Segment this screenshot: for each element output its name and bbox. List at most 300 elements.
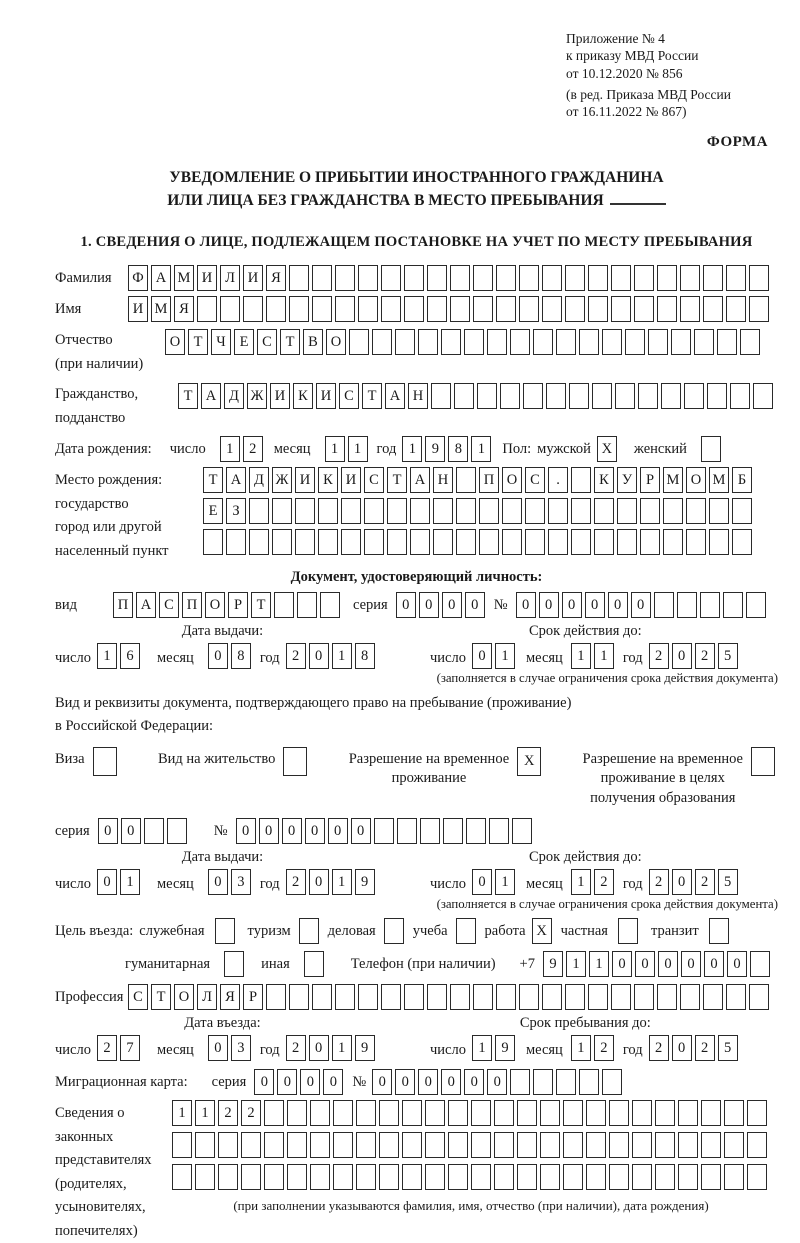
char-cell[interactable] xyxy=(477,383,497,409)
char-cell[interactable]: М xyxy=(709,467,729,493)
birthplace-cells-row3[interactable] xyxy=(203,529,755,555)
char-cell[interactable] xyxy=(701,436,721,462)
birth-month-cells[interactable] xyxy=(325,436,371,462)
char-cell[interactable]: 0 xyxy=(395,1069,415,1095)
char-cell[interactable]: М xyxy=(151,296,171,322)
char-cell[interactable]: 1 xyxy=(571,1035,591,1061)
char-cell[interactable] xyxy=(410,498,430,524)
char-cell[interactable]: 0 xyxy=(562,592,582,618)
char-cell[interactable] xyxy=(272,529,292,555)
char-cell[interactable] xyxy=(333,1100,353,1126)
char-cell[interactable]: О xyxy=(686,467,706,493)
char-cell[interactable] xyxy=(749,265,769,291)
char-cell[interactable]: Е xyxy=(234,329,254,355)
char-cell[interactable] xyxy=(611,265,631,291)
char-cell[interactable] xyxy=(195,1132,215,1158)
char-cell[interactable] xyxy=(724,1164,744,1190)
char-cell[interactable]: А xyxy=(226,467,246,493)
char-cell[interactable]: Я xyxy=(174,296,194,322)
residence-permit-checkbox[interactable] xyxy=(283,747,310,776)
char-cell[interactable]: И xyxy=(316,383,336,409)
char-cell[interactable] xyxy=(703,984,723,1010)
char-cell[interactable] xyxy=(724,1100,744,1126)
char-cell[interactable] xyxy=(563,1164,583,1190)
char-cell[interactable]: О xyxy=(326,329,346,355)
char-cell[interactable] xyxy=(709,498,729,524)
char-cell[interactable]: 0 xyxy=(472,869,492,895)
char-cell[interactable] xyxy=(602,1069,622,1095)
char-cell[interactable] xyxy=(655,1132,675,1158)
char-cell[interactable] xyxy=(249,498,269,524)
profession-cells[interactable] xyxy=(128,984,772,1010)
char-cell[interactable]: 0 xyxy=(585,592,605,618)
char-cell[interactable] xyxy=(571,498,591,524)
char-cell[interactable]: 2 xyxy=(695,643,715,669)
char-cell[interactable] xyxy=(611,984,631,1010)
char-cell[interactable]: 2 xyxy=(594,869,614,895)
char-cell[interactable] xyxy=(494,1132,514,1158)
char-cell[interactable] xyxy=(224,951,244,977)
char-cell[interactable] xyxy=(441,329,461,355)
char-cell[interactable] xyxy=(341,498,361,524)
char-cell[interactable]: 0 xyxy=(396,592,416,618)
char-cell[interactable] xyxy=(243,296,263,322)
char-cell[interactable] xyxy=(540,1100,560,1126)
char-cell[interactable] xyxy=(471,1100,491,1126)
char-cell[interactable]: Я xyxy=(220,984,240,1010)
char-cell[interactable]: Т xyxy=(280,329,300,355)
char-cell[interactable]: X xyxy=(532,918,552,944)
char-cell[interactable] xyxy=(456,498,476,524)
char-cell[interactable] xyxy=(197,296,217,322)
char-cell[interactable]: Ф xyxy=(128,265,148,291)
char-cell[interactable] xyxy=(318,529,338,555)
char-cell[interactable]: 5 xyxy=(718,643,738,669)
char-cell[interactable]: Т xyxy=(251,592,271,618)
char-cell[interactable] xyxy=(694,329,714,355)
char-cell[interactable]: 2 xyxy=(243,436,263,462)
char-cell[interactable] xyxy=(456,918,476,944)
char-cell[interactable] xyxy=(548,498,568,524)
char-cell[interactable]: Б xyxy=(732,467,752,493)
char-cell[interactable]: 1 xyxy=(566,951,586,977)
char-cell[interactable]: 0 xyxy=(442,592,462,618)
char-cell[interactable] xyxy=(747,1100,767,1126)
char-cell[interactable] xyxy=(640,498,660,524)
char-cell[interactable] xyxy=(450,265,470,291)
char-cell[interactable]: 0 xyxy=(305,818,325,844)
char-cell[interactable] xyxy=(289,265,309,291)
char-cell[interactable]: Е xyxy=(203,498,223,524)
char-cell[interactable] xyxy=(287,1100,307,1126)
char-cell[interactable] xyxy=(496,984,516,1010)
char-cell[interactable] xyxy=(443,818,463,844)
char-cell[interactable] xyxy=(172,1132,192,1158)
char-cell[interactable] xyxy=(602,329,622,355)
char-cell[interactable] xyxy=(215,918,235,944)
char-cell[interactable] xyxy=(289,296,309,322)
char-cell[interactable] xyxy=(266,984,286,1010)
char-cell[interactable] xyxy=(241,1164,261,1190)
char-cell[interactable] xyxy=(502,498,522,524)
char-cell[interactable]: Т xyxy=(387,467,407,493)
char-cell[interactable] xyxy=(571,529,591,555)
char-cell[interactable] xyxy=(634,296,654,322)
purpose-tourism-checkbox[interactable] xyxy=(299,918,322,944)
legal-reps-cells-row3[interactable] xyxy=(172,1164,770,1190)
char-cell[interactable]: 1 xyxy=(348,436,368,462)
char-cell[interactable] xyxy=(617,529,637,555)
char-cell[interactable] xyxy=(466,818,486,844)
char-cell[interactable]: 1 xyxy=(571,869,591,895)
char-cell[interactable] xyxy=(289,984,309,1010)
char-cell[interactable] xyxy=(617,498,637,524)
char-cell[interactable] xyxy=(556,329,576,355)
char-cell[interactable] xyxy=(272,498,292,524)
char-cell[interactable] xyxy=(546,383,566,409)
res-series-cells[interactable] xyxy=(98,818,190,844)
char-cell[interactable] xyxy=(358,296,378,322)
char-cell[interactable] xyxy=(335,265,355,291)
char-cell[interactable]: 0 xyxy=(282,818,302,844)
char-cell[interactable] xyxy=(364,498,384,524)
patronymic-cells[interactable] xyxy=(165,329,763,355)
char-cell[interactable]: 0 xyxy=(631,592,651,618)
char-cell[interactable] xyxy=(565,265,585,291)
char-cell[interactable] xyxy=(726,984,746,1010)
char-cell[interactable]: 1 xyxy=(495,643,515,669)
char-cell[interactable]: 1 xyxy=(495,869,515,895)
char-cell[interactable] xyxy=(489,818,509,844)
char-cell[interactable]: А xyxy=(385,383,405,409)
char-cell[interactable]: 0 xyxy=(98,818,118,844)
char-cell[interactable] xyxy=(450,296,470,322)
stay-month-cells[interactable] xyxy=(571,1035,617,1061)
char-cell[interactable]: А xyxy=(201,383,221,409)
char-cell[interactable]: Д xyxy=(224,383,244,409)
char-cell[interactable] xyxy=(358,265,378,291)
char-cell[interactable] xyxy=(295,498,315,524)
char-cell[interactable]: 0 xyxy=(704,951,724,977)
char-cell[interactable]: В xyxy=(303,329,323,355)
name-cells[interactable] xyxy=(128,296,772,322)
char-cell[interactable] xyxy=(320,592,340,618)
char-cell[interactable] xyxy=(592,383,612,409)
res-number-cells[interactable] xyxy=(236,818,535,844)
char-cell[interactable]: 9 xyxy=(355,1035,375,1061)
char-cell[interactable]: 0 xyxy=(372,1069,392,1095)
char-cell[interactable] xyxy=(471,1164,491,1190)
char-cell[interactable] xyxy=(615,383,635,409)
birthplace-cells-row2[interactable] xyxy=(203,498,755,524)
char-cell[interactable] xyxy=(218,1132,238,1158)
res-valid-year-cells[interactable] xyxy=(649,869,741,895)
char-cell[interactable]: X xyxy=(597,436,617,462)
char-cell[interactable] xyxy=(249,529,269,555)
id-issue-day-cells[interactable] xyxy=(97,643,143,669)
entry-month-cells[interactable] xyxy=(208,1035,254,1061)
char-cell[interactable] xyxy=(657,984,677,1010)
char-cell[interactable]: 2 xyxy=(286,1035,306,1061)
char-cell[interactable] xyxy=(663,498,683,524)
char-cell[interactable]: Ж xyxy=(247,383,267,409)
temp-residence-checkbox[interactable] xyxy=(517,747,544,776)
char-cell[interactable]: 0 xyxy=(472,643,492,669)
char-cell[interactable] xyxy=(456,467,476,493)
char-cell[interactable] xyxy=(517,1132,537,1158)
char-cell[interactable]: 2 xyxy=(594,1035,614,1061)
char-cell[interactable] xyxy=(404,296,424,322)
char-cell[interactable] xyxy=(402,1164,422,1190)
char-cell[interactable]: О xyxy=(165,329,185,355)
char-cell[interactable] xyxy=(464,329,484,355)
char-cell[interactable]: 1 xyxy=(332,869,352,895)
char-cell[interactable] xyxy=(473,296,493,322)
char-cell[interactable]: 0 xyxy=(464,1069,484,1095)
char-cell[interactable] xyxy=(563,1132,583,1158)
char-cell[interactable] xyxy=(686,498,706,524)
char-cell[interactable] xyxy=(318,498,338,524)
char-cell[interactable] xyxy=(510,329,530,355)
char-cell[interactable]: 1 xyxy=(97,643,117,669)
char-cell[interactable]: Т xyxy=(188,329,208,355)
char-cell[interactable] xyxy=(632,1164,652,1190)
char-cell[interactable]: 9 xyxy=(355,869,375,895)
char-cell[interactable] xyxy=(335,984,355,1010)
char-cell[interactable] xyxy=(678,1132,698,1158)
char-cell[interactable] xyxy=(519,984,539,1010)
char-cell[interactable] xyxy=(655,1164,675,1190)
char-cell[interactable] xyxy=(625,329,645,355)
char-cell[interactable]: 0 xyxy=(727,951,747,977)
char-cell[interactable] xyxy=(723,592,743,618)
char-cell[interactable]: А xyxy=(151,265,171,291)
char-cell[interactable]: 1 xyxy=(120,869,140,895)
char-cell[interactable] xyxy=(657,265,677,291)
char-cell[interactable]: П xyxy=(479,467,499,493)
char-cell[interactable]: П xyxy=(182,592,202,618)
char-cell[interactable]: 1 xyxy=(471,436,491,462)
char-cell[interactable] xyxy=(310,1132,330,1158)
char-cell[interactable] xyxy=(726,296,746,322)
char-cell[interactable] xyxy=(709,529,729,555)
char-cell[interactable]: 0 xyxy=(681,951,701,977)
char-cell[interactable] xyxy=(510,1069,530,1095)
char-cell[interactable] xyxy=(496,296,516,322)
res-valid-day-cells[interactable] xyxy=(472,869,518,895)
char-cell[interactable] xyxy=(420,818,440,844)
char-cell[interactable]: 0 xyxy=(465,592,485,618)
char-cell[interactable] xyxy=(356,1132,376,1158)
char-cell[interactable] xyxy=(703,296,723,322)
char-cell[interactable] xyxy=(427,296,447,322)
char-cell[interactable] xyxy=(586,1132,606,1158)
birth-day-cells[interactable] xyxy=(220,436,266,462)
purpose-humanitarian-checkbox[interactable] xyxy=(224,951,247,977)
char-cell[interactable] xyxy=(609,1132,629,1158)
char-cell[interactable]: 0 xyxy=(516,592,536,618)
char-cell[interactable]: Д xyxy=(249,467,269,493)
char-cell[interactable] xyxy=(402,1132,422,1158)
char-cell[interactable] xyxy=(402,1100,422,1126)
char-cell[interactable] xyxy=(586,1164,606,1190)
char-cell[interactable] xyxy=(747,1132,767,1158)
char-cell[interactable] xyxy=(519,265,539,291)
char-cell[interactable] xyxy=(226,529,246,555)
mig-series-cells[interactable] xyxy=(254,1069,346,1095)
char-cell[interactable]: 7 xyxy=(120,1035,140,1061)
char-cell[interactable] xyxy=(680,296,700,322)
char-cell[interactable] xyxy=(220,296,240,322)
char-cell[interactable]: Н xyxy=(433,467,453,493)
char-cell[interactable] xyxy=(494,1100,514,1126)
char-cell[interactable] xyxy=(533,1069,553,1095)
purpose-business-checkbox[interactable] xyxy=(215,918,238,944)
char-cell[interactable] xyxy=(381,296,401,322)
char-cell[interactable] xyxy=(312,265,332,291)
char-cell[interactable]: 0 xyxy=(208,1035,228,1061)
char-cell[interactable]: 0 xyxy=(277,1069,297,1095)
char-cell[interactable]: 1 xyxy=(172,1100,192,1126)
char-cell[interactable] xyxy=(364,529,384,555)
char-cell[interactable]: Т xyxy=(203,467,223,493)
visa-checkbox[interactable] xyxy=(93,747,120,776)
char-cell[interactable] xyxy=(740,329,760,355)
char-cell[interactable] xyxy=(496,265,516,291)
char-cell[interactable]: 0 xyxy=(351,818,371,844)
char-cell[interactable]: 1 xyxy=(571,643,591,669)
char-cell[interactable] xyxy=(384,918,404,944)
char-cell[interactable] xyxy=(500,383,520,409)
char-cell[interactable]: 1 xyxy=(220,436,240,462)
id-number-cells[interactable] xyxy=(516,592,769,618)
purpose-private-checkbox[interactable] xyxy=(618,918,641,944)
char-cell[interactable]: О xyxy=(174,984,194,1010)
sex-female-checkbox[interactable] xyxy=(701,436,724,462)
char-cell[interactable]: 0 xyxy=(672,869,692,895)
char-cell[interactable] xyxy=(425,1100,445,1126)
char-cell[interactable] xyxy=(523,383,543,409)
char-cell[interactable]: 2 xyxy=(97,1035,117,1061)
char-cell[interactable] xyxy=(634,265,654,291)
char-cell[interactable] xyxy=(479,498,499,524)
char-cell[interactable]: И xyxy=(197,265,217,291)
char-cell[interactable] xyxy=(266,296,286,322)
char-cell[interactable]: Т xyxy=(362,383,382,409)
char-cell[interactable] xyxy=(418,329,438,355)
char-cell[interactable] xyxy=(335,296,355,322)
res-issue-day-cells[interactable] xyxy=(97,869,143,895)
char-cell[interactable] xyxy=(517,1100,537,1126)
char-cell[interactable]: Р xyxy=(228,592,248,618)
char-cell[interactable] xyxy=(684,383,704,409)
char-cell[interactable] xyxy=(295,529,315,555)
id-issue-year-cells[interactable] xyxy=(286,643,378,669)
char-cell[interactable] xyxy=(680,265,700,291)
char-cell[interactable] xyxy=(374,818,394,844)
id-valid-day-cells[interactable] xyxy=(472,643,518,669)
char-cell[interactable]: 0 xyxy=(208,869,228,895)
char-cell[interactable] xyxy=(312,296,332,322)
char-cell[interactable] xyxy=(657,296,677,322)
char-cell[interactable] xyxy=(448,1100,468,1126)
stay-year-cells[interactable] xyxy=(649,1035,741,1061)
surname-cells[interactable] xyxy=(128,265,772,291)
char-cell[interactable] xyxy=(448,1164,468,1190)
char-cell[interactable] xyxy=(519,296,539,322)
char-cell[interactable]: 0 xyxy=(672,1035,692,1061)
char-cell[interactable] xyxy=(494,1164,514,1190)
char-cell[interactable] xyxy=(448,1132,468,1158)
char-cell[interactable] xyxy=(709,918,729,944)
purpose-transit-checkbox[interactable] xyxy=(709,918,732,944)
char-cell[interactable]: 1 xyxy=(594,643,614,669)
char-cell[interactable] xyxy=(450,984,470,1010)
char-cell[interactable]: М xyxy=(174,265,194,291)
char-cell[interactable] xyxy=(678,1164,698,1190)
char-cell[interactable]: К xyxy=(293,383,313,409)
char-cell[interactable]: 1 xyxy=(402,436,422,462)
char-cell[interactable] xyxy=(540,1132,560,1158)
char-cell[interactable] xyxy=(397,818,417,844)
stay-day-cells[interactable] xyxy=(472,1035,518,1061)
char-cell[interactable]: 9 xyxy=(495,1035,515,1061)
birthplace-cells-row1[interactable] xyxy=(203,467,755,493)
char-cell[interactable] xyxy=(381,265,401,291)
char-cell[interactable]: 6 xyxy=(120,643,140,669)
char-cell[interactable] xyxy=(726,265,746,291)
char-cell[interactable] xyxy=(648,329,668,355)
char-cell[interactable] xyxy=(203,529,223,555)
char-cell[interactable]: 1 xyxy=(332,1035,352,1061)
char-cell[interactable] xyxy=(264,1132,284,1158)
char-cell[interactable]: И xyxy=(128,296,148,322)
char-cell[interactable] xyxy=(195,1164,215,1190)
char-cell[interactable] xyxy=(341,529,361,555)
char-cell[interactable]: 2 xyxy=(695,869,715,895)
char-cell[interactable]: Т xyxy=(151,984,171,1010)
char-cell[interactable] xyxy=(753,383,773,409)
char-cell[interactable] xyxy=(93,747,117,776)
char-cell[interactable] xyxy=(588,296,608,322)
char-cell[interactable]: Н xyxy=(408,383,428,409)
char-cell[interactable]: 5 xyxy=(718,869,738,895)
char-cell[interactable] xyxy=(312,984,332,1010)
char-cell[interactable]: 1 xyxy=(472,1035,492,1061)
char-cell[interactable] xyxy=(671,329,691,355)
char-cell[interactable] xyxy=(433,498,453,524)
char-cell[interactable] xyxy=(749,296,769,322)
char-cell[interactable] xyxy=(586,1100,606,1126)
char-cell[interactable] xyxy=(310,1100,330,1126)
char-cell[interactable] xyxy=(732,498,752,524)
char-cell[interactable] xyxy=(609,1100,629,1126)
char-cell[interactable]: 2 xyxy=(241,1100,261,1126)
char-cell[interactable]: У xyxy=(617,467,637,493)
char-cell[interactable] xyxy=(747,1164,767,1190)
char-cell[interactable] xyxy=(456,529,476,555)
char-cell[interactable] xyxy=(433,529,453,555)
char-cell[interactable] xyxy=(299,918,319,944)
char-cell[interactable] xyxy=(565,296,585,322)
char-cell[interactable]: 9 xyxy=(425,436,445,462)
char-cell[interactable]: Ч xyxy=(211,329,231,355)
char-cell[interactable] xyxy=(540,1164,560,1190)
char-cell[interactable]: 2 xyxy=(286,869,306,895)
char-cell[interactable]: 8 xyxy=(231,643,251,669)
char-cell[interactable]: 2 xyxy=(649,643,669,669)
char-cell[interactable]: 0 xyxy=(672,643,692,669)
